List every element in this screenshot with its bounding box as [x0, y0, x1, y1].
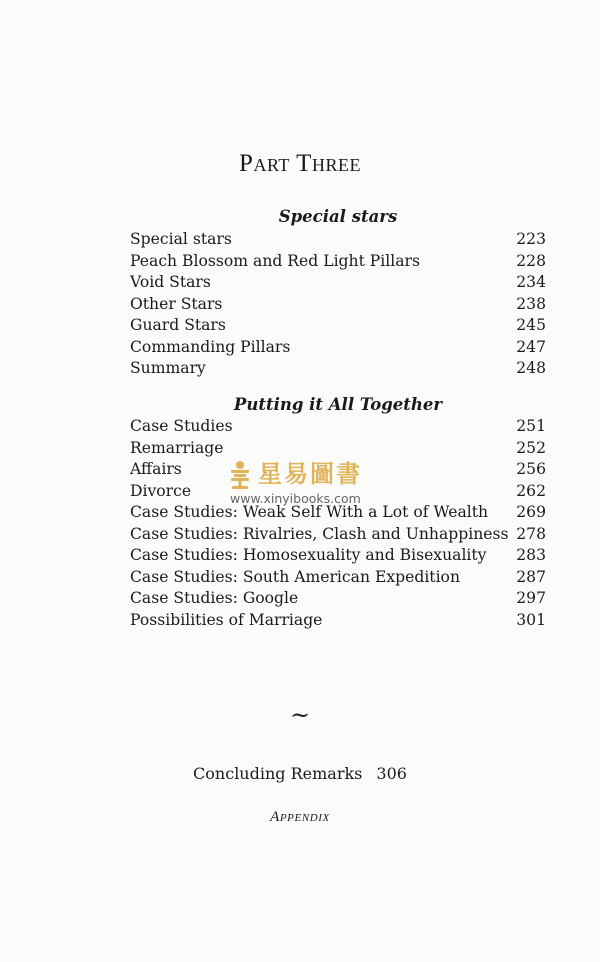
toc-entry-title: Other Stars [130, 294, 223, 313]
concluding-title: Concluding Remarks [193, 764, 363, 783]
section-heading-putting-it-all-together: Putting it All Together [233, 395, 443, 414]
toc-entry-page: 223 [516, 230, 546, 248]
toc-entry-title: Case Studies: Homosexuality and Bisexuality [130, 546, 487, 564]
section-heading-special-stars: Special stars [278, 207, 398, 226]
toc-entry-page: 278 [516, 524, 546, 543]
toc-entry[interactable] [130, 272, 546, 294]
toc-entry-page: 269 [516, 503, 546, 521]
toc-entry[interactable] [130, 251, 546, 273]
toc-entry-title: Summary [130, 359, 206, 377]
toc-entry[interactable] [130, 315, 546, 337]
toc-entry-title: Case Studies: Google [130, 589, 299, 607]
toc-entry-title: Void Stars [130, 273, 211, 291]
toc-entry-page: 283 [516, 546, 546, 564]
watermark [222, 458, 382, 508]
toc-entry-title: Case Studies: Rivalries, Clash and Unhappiness [130, 524, 509, 543]
toc-entry-page: 256 [516, 460, 546, 478]
watermark-chinese-text: 星易圖書 [258, 460, 362, 488]
toc-entry[interactable] [130, 567, 546, 589]
toc-entry[interactable] [130, 438, 546, 460]
appendix-heading[interactable]: Appendix [270, 809, 330, 825]
toc-entry[interactable] [130, 337, 546, 359]
part-title-text: Part Three [239, 150, 361, 177]
toc-entry-page: 251 [516, 417, 546, 435]
toc-entry-title: Case Studies: Weak Self With a Lot of Wealth [130, 503, 489, 521]
watermark-url: www.xinyibooks.com [230, 491, 361, 506]
toc-entry-page: 252 [516, 438, 546, 457]
concluding-page: 306 [376, 764, 407, 783]
toc-entry-page: 238 [516, 294, 546, 313]
toc-entry[interactable] [130, 610, 546, 632]
toc-list-putting-it-all-together [130, 416, 546, 631]
toc-entry-title: Affairs [130, 460, 182, 478]
toc-entry-page: 234 [516, 273, 546, 291]
toc-entry-page: 297 [516, 589, 546, 607]
toc-entry[interactable] [130, 524, 546, 546]
toc-entry-page: 262 [516, 481, 546, 500]
toc-entry-page: 301 [516, 610, 546, 629]
toc-entry-title: Case Studies: South American Expedition [130, 567, 460, 586]
part-title [0, 148, 600, 180]
toc-entry-page: 228 [516, 251, 546, 270]
toc-list-special-stars [130, 229, 546, 380]
toc-entry-title: Commanding Pillars [130, 337, 291, 356]
toc-entry[interactable] [130, 416, 546, 438]
toc-entry-title: Special stars [130, 230, 232, 248]
toc-entry-title: Remarriage [130, 438, 224, 457]
toc-entry-title: Guard Stars [130, 316, 226, 334]
toc-entry-title: Case Studies [130, 417, 233, 435]
separator-tilde: ~ [289, 701, 311, 729]
toc-entry[interactable] [130, 588, 546, 610]
toc-entry-title: Divorce [130, 481, 192, 500]
toc-entry[interactable] [130, 294, 546, 316]
toc-entry-concluding[interactable] [0, 762, 600, 786]
watermark-logo-icon [226, 460, 254, 490]
toc-entry-title: Peach Blossom and Red Light Pillars [130, 251, 421, 270]
toc-entry-page: 248 [516, 359, 546, 377]
toc-entry[interactable] [130, 545, 546, 567]
toc-entry[interactable] [130, 229, 546, 251]
toc-entry-page: 245 [516, 316, 546, 334]
toc-entry-page: 287 [516, 567, 546, 586]
toc-entry-page: 247 [516, 337, 546, 356]
toc-entry-title: Possibilities of Marriage [130, 610, 323, 629]
toc-entry[interactable] [130, 358, 546, 380]
